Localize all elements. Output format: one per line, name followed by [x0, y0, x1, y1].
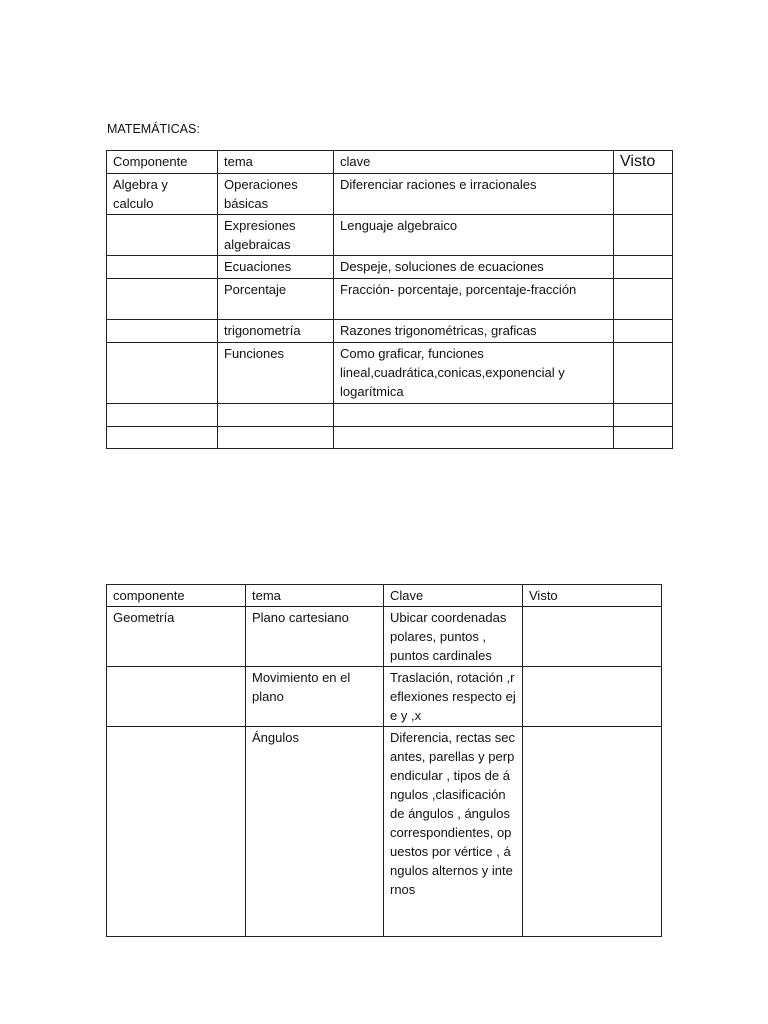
table-cell: [107, 404, 218, 427]
table-cell: [523, 607, 662, 667]
header-cell: clave: [334, 151, 614, 174]
header-cell: Componente: [107, 151, 218, 174]
table-cell: [107, 343, 218, 404]
table-cell: [523, 667, 662, 727]
table-cell: Geometría: [107, 607, 246, 667]
header-cell: componente: [107, 585, 246, 607]
table-cell: Razones trigonométricas, graficas: [334, 320, 614, 343]
table-cell: Como graficar, funciones lineal,cuadrática,conicas,exponencial y logarítmica: [334, 343, 614, 404]
table-row: [107, 727, 662, 937]
table-row: [107, 404, 673, 427]
table-cell: Plano cartesiano: [246, 607, 384, 667]
table-cell: [614, 320, 673, 343]
table-cell: [614, 404, 673, 427]
table-cell: Traslación, rotación ,reflexiones respecto eje y ,x: [384, 667, 523, 727]
table-cell: [523, 727, 662, 937]
table-header-row: [107, 151, 673, 174]
table-cell: Funciones: [218, 343, 334, 404]
table-cell: [614, 427, 673, 449]
table-cell: [107, 320, 218, 343]
table-row: [107, 343, 673, 404]
table-row: [107, 667, 662, 727]
table-cell: [614, 215, 673, 256]
table-cell: [107, 427, 218, 449]
table-cell: [107, 215, 218, 256]
table-row: [107, 215, 673, 256]
table-cell: Porcentaje: [218, 279, 334, 320]
table-cell: Operaciones básicas: [218, 174, 334, 215]
table-cell: Despeje, soluciones de ecuaciones: [334, 256, 614, 279]
table-cell: Ubicar coordenadas polares, puntos , puntos cardinales: [384, 607, 523, 667]
table-cell: [614, 279, 673, 320]
header-cell: Visto: [614, 151, 673, 174]
table-cell: [218, 404, 334, 427]
table-row: [107, 320, 673, 343]
table-cell: trigonometría: [218, 320, 334, 343]
table-row: [107, 174, 673, 215]
table-row: [107, 256, 673, 279]
header-cell: Visto: [523, 585, 662, 607]
table-cell: [614, 174, 673, 215]
table-row: [107, 427, 673, 449]
table-geometria: [106, 584, 662, 937]
table-cell: [334, 404, 614, 427]
table-cell: [107, 667, 246, 727]
table-cell: Ángulos: [246, 727, 384, 937]
table-cell: [614, 343, 673, 404]
table-algebra: [106, 150, 673, 449]
header-cell: Clave: [384, 585, 523, 607]
table-cell: [107, 279, 218, 320]
table-cell: [334, 427, 614, 449]
table-cell: Expresiones algebraicas: [218, 215, 334, 256]
table-cell: [614, 256, 673, 279]
table-header-row: [107, 585, 662, 607]
table-cell: Diferencia, rectas secantes, parellas y perpendicular , tipos de ángulos ,clasificación de ángulos , ángulos correspondientes, opuestos por vértice , ángulos alternos y internos: [384, 727, 523, 937]
table-cell: Ecuaciones: [218, 256, 334, 279]
table-cell: [107, 256, 218, 279]
table-cell: [218, 427, 334, 449]
table-row: [107, 607, 662, 667]
table-cell: Diferenciar raciones e irracionales: [334, 174, 614, 215]
table-row: [107, 279, 673, 320]
table-cell: Fracción- porcentaje, porcentaje-fracción: [334, 279, 614, 320]
table-cell: Movimiento en el plano: [246, 667, 384, 727]
page-heading: MATEMÁTICAS:: [107, 122, 200, 136]
table-cell: Lenguaje algebraico: [334, 215, 614, 256]
header-cell: tema: [218, 151, 334, 174]
table-cell: [107, 727, 246, 937]
header-cell: tema: [246, 585, 384, 607]
table-cell: Algebra y calculo: [107, 174, 218, 215]
